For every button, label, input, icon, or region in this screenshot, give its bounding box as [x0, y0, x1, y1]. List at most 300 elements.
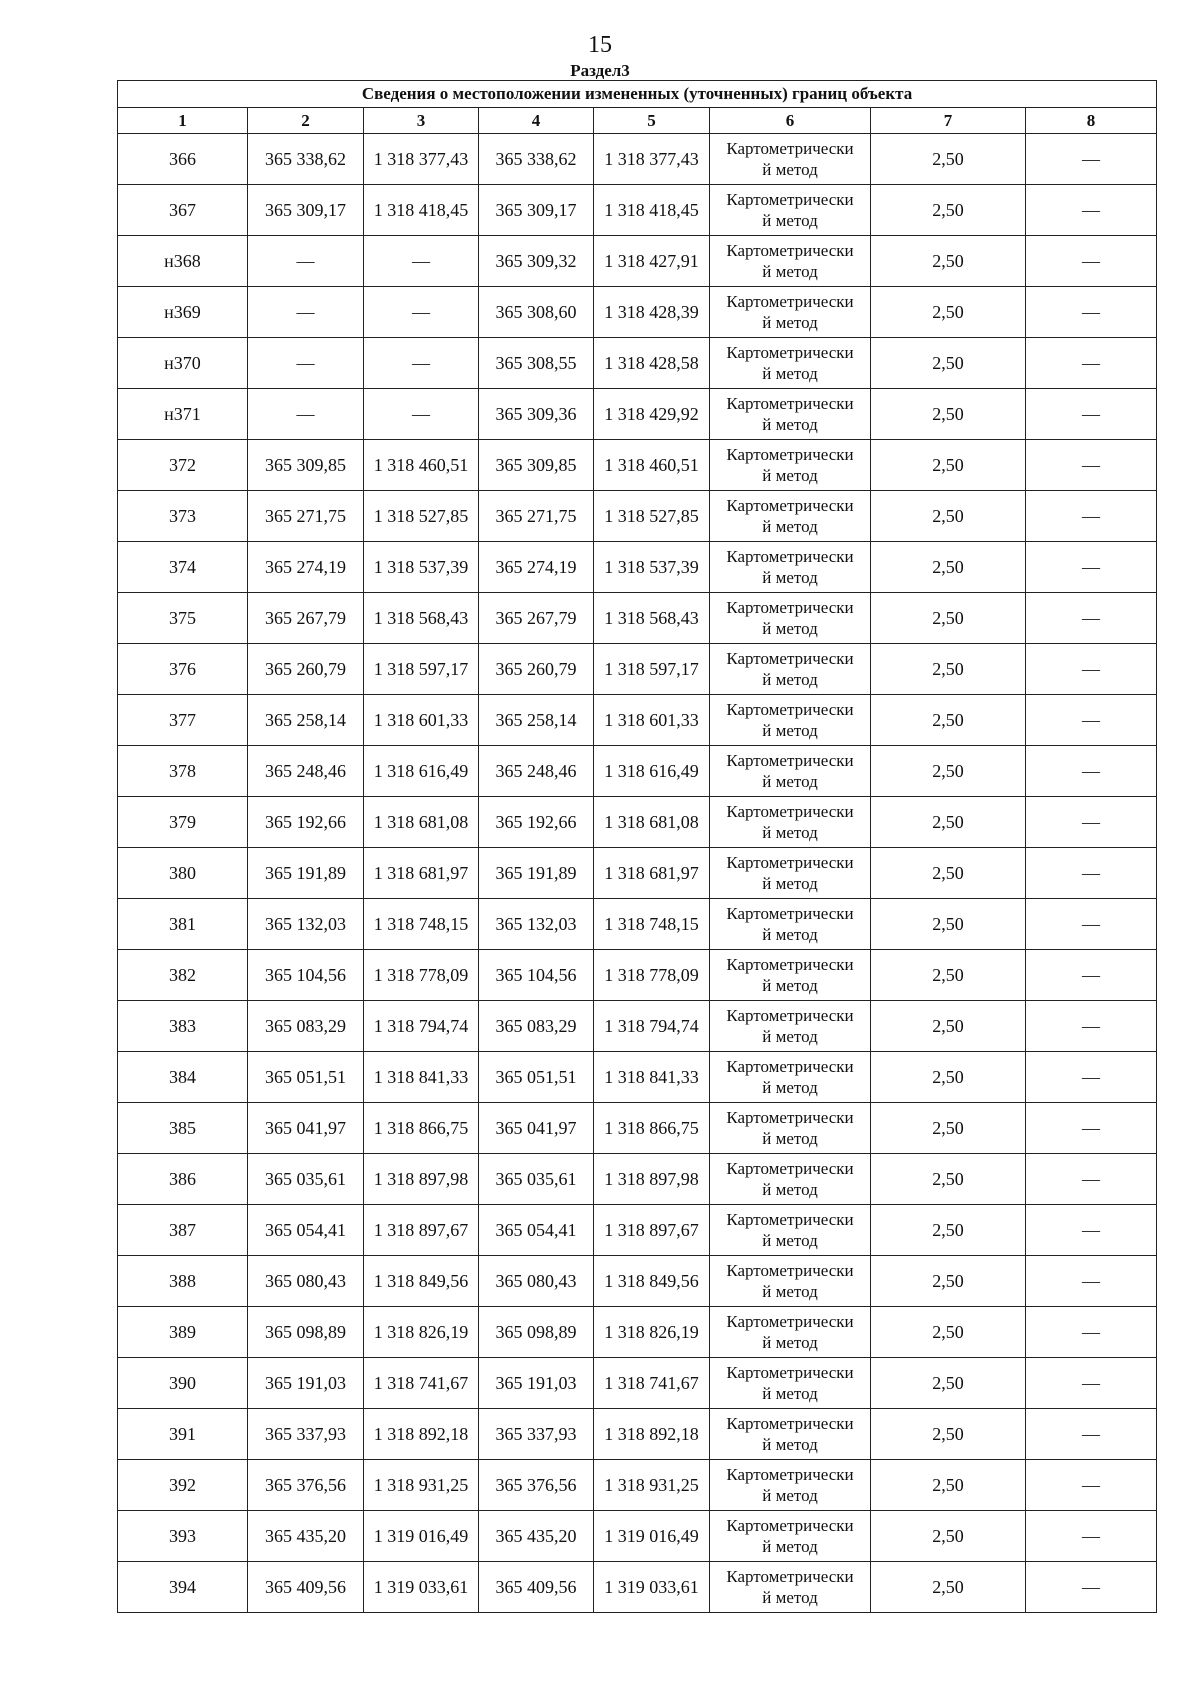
- old-y-cell: 1 318 892,18: [364, 1409, 479, 1460]
- new-y-cell: 1 318 931,25: [594, 1460, 710, 1511]
- point-number-cell: н371: [118, 389, 248, 440]
- old-x-cell: 365 192,66: [248, 797, 364, 848]
- method-line-1: Картометрически: [726, 394, 854, 413]
- method-line-2: й метод: [762, 1180, 818, 1199]
- method-line-1: Картометрически: [726, 649, 854, 668]
- method-line-2: й метод: [762, 568, 818, 587]
- new-y-cell: 1 318 897,67: [594, 1205, 710, 1256]
- accuracy-cell: 2,50: [871, 1205, 1026, 1256]
- method-cell: [710, 1307, 871, 1358]
- point-number-cell: 391: [118, 1409, 248, 1460]
- description-cell: —: [1026, 1001, 1157, 1052]
- new-y-cell: 1 318 681,08: [594, 797, 710, 848]
- old-x-cell: 365 338,62: [248, 134, 364, 185]
- point-number-cell: 389: [118, 1307, 248, 1358]
- old-y-cell: 1 318 794,74: [364, 1001, 479, 1052]
- new-y-cell: 1 318 826,19: [594, 1307, 710, 1358]
- old-y-cell: —: [364, 287, 479, 338]
- page-number: 15: [588, 32, 612, 58]
- old-y-cell: 1 318 778,09: [364, 950, 479, 1001]
- old-y-cell: 1 319 033,61: [364, 1562, 479, 1613]
- table-row: [118, 1307, 1157, 1358]
- point-number-cell: 379: [118, 797, 248, 848]
- table-row: [118, 1154, 1157, 1205]
- new-y-cell: 1 318 377,43: [594, 134, 710, 185]
- method-line-2: й метод: [762, 1282, 818, 1301]
- table-row: [118, 389, 1157, 440]
- new-x-cell: 365 309,32: [479, 236, 594, 287]
- method-line-2: й метод: [762, 1537, 818, 1556]
- old-x-cell: 365 337,93: [248, 1409, 364, 1460]
- old-x-cell: —: [248, 389, 364, 440]
- old-x-cell: 365 271,75: [248, 491, 364, 542]
- method-line-2: й метод: [762, 1486, 818, 1505]
- method-line-1: Картометрически: [726, 700, 854, 719]
- accuracy-cell: 2,50: [871, 644, 1026, 695]
- method-line-2: й метод: [762, 1231, 818, 1250]
- method-line-1: Картометрически: [726, 1057, 854, 1076]
- point-number-cell: 378: [118, 746, 248, 797]
- description-cell: —: [1026, 542, 1157, 593]
- new-x-cell: 365 376,56: [479, 1460, 594, 1511]
- accuracy-cell: 2,50: [871, 1358, 1026, 1409]
- old-x-cell: 365 267,79: [248, 593, 364, 644]
- method-cell: [710, 797, 871, 848]
- accuracy-cell: 2,50: [871, 848, 1026, 899]
- table-body: [118, 134, 1157, 1613]
- method-cell: [710, 491, 871, 542]
- old-y-cell: 1 318 616,49: [364, 746, 479, 797]
- description-cell: —: [1026, 593, 1157, 644]
- old-x-cell: 365 054,41: [248, 1205, 364, 1256]
- accuracy-cell: 2,50: [871, 1562, 1026, 1613]
- coordinates-table: [117, 80, 1157, 1613]
- new-x-cell: 365 274,19: [479, 542, 594, 593]
- point-number-cell: 393: [118, 1511, 248, 1562]
- method-line-2: й метод: [762, 823, 818, 842]
- method-line-2: й метод: [762, 466, 818, 485]
- point-number-cell: 387: [118, 1205, 248, 1256]
- description-cell: —: [1026, 644, 1157, 695]
- description-cell: —: [1026, 1562, 1157, 1613]
- point-number-cell: 380: [118, 848, 248, 899]
- method-line-1: Картометрически: [726, 1414, 854, 1433]
- old-x-cell: 365 191,89: [248, 848, 364, 899]
- description-cell: —: [1026, 1256, 1157, 1307]
- description-cell: —: [1026, 797, 1157, 848]
- method-cell: [710, 1511, 871, 1562]
- point-number-cell: 373: [118, 491, 248, 542]
- method-line-1: Картометрически: [726, 445, 854, 464]
- method-line-1: Картометрически: [726, 1465, 854, 1484]
- method-cell: [710, 899, 871, 950]
- method-cell: [710, 848, 871, 899]
- table-row: [118, 797, 1157, 848]
- new-x-cell: 365 054,41: [479, 1205, 594, 1256]
- method-line-1: Картометрически: [726, 1567, 854, 1586]
- description-cell: —: [1026, 1052, 1157, 1103]
- new-x-cell: 365 309,36: [479, 389, 594, 440]
- description-cell: —: [1026, 389, 1157, 440]
- old-y-cell: 1 318 527,85: [364, 491, 479, 542]
- description-cell: —: [1026, 440, 1157, 491]
- new-x-cell: 365 191,03: [479, 1358, 594, 1409]
- table-row: [118, 236, 1157, 287]
- method-cell: [710, 1409, 871, 1460]
- new-x-cell: 365 308,60: [479, 287, 594, 338]
- new-x-cell: 365 338,62: [479, 134, 594, 185]
- table-row: [118, 1460, 1157, 1511]
- table-row: [118, 1511, 1157, 1562]
- table-row: [118, 695, 1157, 746]
- new-y-cell: 1 318 428,58: [594, 338, 710, 389]
- accuracy-cell: 2,50: [871, 491, 1026, 542]
- method-line-1: Картометрически: [726, 547, 854, 566]
- method-line-1: Картометрически: [726, 1159, 854, 1178]
- old-x-cell: —: [248, 287, 364, 338]
- method-line-2: й метод: [762, 1129, 818, 1148]
- new-y-cell: 1 318 794,74: [594, 1001, 710, 1052]
- point-number-cell: 392: [118, 1460, 248, 1511]
- method-cell: [710, 1562, 871, 1613]
- new-x-cell: 365 435,20: [479, 1511, 594, 1562]
- description-cell: —: [1026, 899, 1157, 950]
- method-cell: [710, 695, 871, 746]
- description-cell: —: [1026, 695, 1157, 746]
- method-line-1: Картометрически: [726, 904, 854, 923]
- new-y-cell: 1 318 741,67: [594, 1358, 710, 1409]
- point-number-cell: 385: [118, 1103, 248, 1154]
- new-x-cell: 365 132,03: [479, 899, 594, 950]
- point-number-cell: 390: [118, 1358, 248, 1409]
- old-x-cell: —: [248, 236, 364, 287]
- method-cell: [710, 1052, 871, 1103]
- method-line-2: й метод: [762, 415, 818, 434]
- method-line-2: й метод: [762, 313, 818, 332]
- description-cell: —: [1026, 1358, 1157, 1409]
- method-cell: [710, 389, 871, 440]
- accuracy-cell: 2,50: [871, 746, 1026, 797]
- column-number: 4: [479, 108, 594, 134]
- accuracy-cell: 2,50: [871, 1511, 1026, 1562]
- new-y-cell: 1 318 849,56: [594, 1256, 710, 1307]
- method-line-2: й метод: [762, 364, 818, 383]
- method-line-1: Картометрически: [726, 853, 854, 872]
- method-line-2: й метод: [762, 1078, 818, 1097]
- description-cell: —: [1026, 1205, 1157, 1256]
- old-y-cell: —: [364, 338, 479, 389]
- point-number-cell: 366: [118, 134, 248, 185]
- table-row: [118, 1103, 1157, 1154]
- method-cell: [710, 236, 871, 287]
- method-line-2: й метод: [762, 976, 818, 995]
- new-y-cell: 1 318 841,33: [594, 1052, 710, 1103]
- old-x-cell: 365 191,03: [248, 1358, 364, 1409]
- column-number: 5: [594, 108, 710, 134]
- new-y-cell: 1 318 568,43: [594, 593, 710, 644]
- method-cell: [710, 1001, 871, 1052]
- description-cell: —: [1026, 134, 1157, 185]
- new-y-cell: 1 318 428,39: [594, 287, 710, 338]
- method-line-2: й метод: [762, 1435, 818, 1454]
- old-y-cell: 1 318 601,33: [364, 695, 479, 746]
- section-title: Раздел3: [570, 61, 630, 80]
- method-line-2: й метод: [762, 262, 818, 281]
- table-row: [118, 593, 1157, 644]
- point-number-cell: 372: [118, 440, 248, 491]
- table-row: [118, 1409, 1157, 1460]
- new-x-cell: 365 080,43: [479, 1256, 594, 1307]
- method-line-1: Картометрически: [726, 1516, 854, 1535]
- table-row: [118, 1001, 1157, 1052]
- method-line-2: й метод: [762, 160, 818, 179]
- new-y-cell: 1 319 016,49: [594, 1511, 710, 1562]
- method-line-1: Картометрически: [726, 955, 854, 974]
- description-cell: —: [1026, 1460, 1157, 1511]
- new-y-cell: 1 318 429,92: [594, 389, 710, 440]
- table-row: [118, 848, 1157, 899]
- old-x-cell: 365 409,56: [248, 1562, 364, 1613]
- description-cell: —: [1026, 338, 1157, 389]
- method-line-1: Картометрически: [726, 1210, 854, 1229]
- method-cell: [710, 1154, 871, 1205]
- table-row: [118, 491, 1157, 542]
- method-line-1: Картометрически: [726, 1261, 854, 1280]
- description-cell: —: [1026, 236, 1157, 287]
- accuracy-cell: 2,50: [871, 695, 1026, 746]
- method-line-2: й метод: [762, 1027, 818, 1046]
- old-y-cell: 1 318 681,08: [364, 797, 479, 848]
- old-y-cell: 1 318 897,98: [364, 1154, 479, 1205]
- method-line-2: й метод: [762, 670, 818, 689]
- table-row: [118, 134, 1157, 185]
- old-x-cell: 365 376,56: [248, 1460, 364, 1511]
- accuracy-cell: 2,50: [871, 338, 1026, 389]
- old-y-cell: 1 318 931,25: [364, 1460, 479, 1511]
- old-x-cell: 365 051,51: [248, 1052, 364, 1103]
- method-cell: [710, 1460, 871, 1511]
- old-x-cell: 365 309,85: [248, 440, 364, 491]
- old-y-cell: 1 318 826,19: [364, 1307, 479, 1358]
- new-y-cell: 1 318 601,33: [594, 695, 710, 746]
- table-row: [118, 542, 1157, 593]
- column-number: 7: [871, 108, 1026, 134]
- old-y-cell: 1 318 597,17: [364, 644, 479, 695]
- new-x-cell: 365 309,85: [479, 440, 594, 491]
- table-row: [118, 338, 1157, 389]
- new-y-cell: 1 318 866,75: [594, 1103, 710, 1154]
- old-x-cell: 365 041,97: [248, 1103, 364, 1154]
- point-number-cell: 375: [118, 593, 248, 644]
- accuracy-cell: 2,50: [871, 797, 1026, 848]
- point-number-cell: 384: [118, 1052, 248, 1103]
- accuracy-cell: 2,50: [871, 236, 1026, 287]
- accuracy-cell: 2,50: [871, 1460, 1026, 1511]
- method-cell: [710, 950, 871, 1001]
- point-number-cell: 374: [118, 542, 248, 593]
- table-row: [118, 1256, 1157, 1307]
- method-line-2: й метод: [762, 517, 818, 536]
- new-y-cell: 1 318 537,39: [594, 542, 710, 593]
- old-y-cell: 1 318 568,43: [364, 593, 479, 644]
- method-cell: [710, 746, 871, 797]
- old-y-cell: 1 318 537,39: [364, 542, 479, 593]
- accuracy-cell: 2,50: [871, 1154, 1026, 1205]
- description-cell: —: [1026, 287, 1157, 338]
- method-line-1: Картометрически: [726, 751, 854, 770]
- method-line-2: й метод: [762, 925, 818, 944]
- method-line-2: й метод: [762, 874, 818, 893]
- accuracy-cell: 2,50: [871, 389, 1026, 440]
- table-row: [118, 1562, 1157, 1613]
- old-x-cell: 365 098,89: [248, 1307, 364, 1358]
- point-number-cell: 382: [118, 950, 248, 1001]
- method-line-1: Картометрически: [726, 343, 854, 362]
- new-y-cell: 1 318 527,85: [594, 491, 710, 542]
- method-cell: [710, 644, 871, 695]
- accuracy-cell: 2,50: [871, 134, 1026, 185]
- point-number-cell: 394: [118, 1562, 248, 1613]
- new-y-cell: 1 318 460,51: [594, 440, 710, 491]
- table-row: [118, 644, 1157, 695]
- point-number-cell: 388: [118, 1256, 248, 1307]
- point-number-cell: 381: [118, 899, 248, 950]
- accuracy-cell: 2,50: [871, 1001, 1026, 1052]
- old-x-cell: 365 104,56: [248, 950, 364, 1001]
- new-y-cell: 1 318 892,18: [594, 1409, 710, 1460]
- point-number-cell: 386: [118, 1154, 248, 1205]
- new-x-cell: 365 041,97: [479, 1103, 594, 1154]
- method-cell: [710, 134, 871, 185]
- new-x-cell: 365 051,51: [479, 1052, 594, 1103]
- table-row: [118, 746, 1157, 797]
- description-cell: —: [1026, 491, 1157, 542]
- old-y-cell: 1 318 460,51: [364, 440, 479, 491]
- old-x-cell: 365 260,79: [248, 644, 364, 695]
- description-cell: —: [1026, 1409, 1157, 1460]
- accuracy-cell: 2,50: [871, 1103, 1026, 1154]
- method-line-2: й метод: [762, 619, 818, 638]
- description-cell: —: [1026, 1103, 1157, 1154]
- description-cell: —: [1026, 950, 1157, 1001]
- point-number-cell: 377: [118, 695, 248, 746]
- new-y-cell: 1 318 778,09: [594, 950, 710, 1001]
- column-number: 6: [710, 108, 871, 134]
- old-y-cell: —: [364, 389, 479, 440]
- point-number-cell: 383: [118, 1001, 248, 1052]
- new-y-cell: 1 318 418,45: [594, 185, 710, 236]
- accuracy-cell: 2,50: [871, 1307, 1026, 1358]
- old-y-cell: 1 318 418,45: [364, 185, 479, 236]
- new-y-cell: 1 318 616,49: [594, 746, 710, 797]
- new-x-cell: 365 267,79: [479, 593, 594, 644]
- old-y-cell: 1 318 849,56: [364, 1256, 479, 1307]
- old-y-cell: 1 318 681,97: [364, 848, 479, 899]
- new-x-cell: 365 192,66: [479, 797, 594, 848]
- new-x-cell: 365 098,89: [479, 1307, 594, 1358]
- old-y-cell: 1 318 748,15: [364, 899, 479, 950]
- accuracy-cell: 2,50: [871, 899, 1026, 950]
- table-title: Сведения о местоположении измененных (уточненных) границ объекта: [118, 81, 1157, 108]
- old-x-cell: 365 132,03: [248, 899, 364, 950]
- table-row: [118, 950, 1157, 1001]
- method-line-1: Картометрически: [726, 190, 854, 209]
- method-cell: [710, 440, 871, 491]
- new-y-cell: 1 318 427,91: [594, 236, 710, 287]
- method-line-2: й метод: [762, 1588, 818, 1607]
- description-cell: —: [1026, 1307, 1157, 1358]
- old-x-cell: —: [248, 338, 364, 389]
- column-number: 2: [248, 108, 364, 134]
- old-y-cell: 1 318 866,75: [364, 1103, 479, 1154]
- new-x-cell: 365 409,56: [479, 1562, 594, 1613]
- new-x-cell: 365 271,75: [479, 491, 594, 542]
- method-line-1: Картометрически: [726, 1006, 854, 1025]
- old-y-cell: 1 319 016,49: [364, 1511, 479, 1562]
- method-cell: [710, 593, 871, 644]
- new-y-cell: 1 318 897,98: [594, 1154, 710, 1205]
- table-row: [118, 440, 1157, 491]
- method-line-1: Картометрически: [726, 241, 854, 260]
- table-row: [118, 899, 1157, 950]
- accuracy-cell: 2,50: [871, 440, 1026, 491]
- new-x-cell: 365 260,79: [479, 644, 594, 695]
- description-cell: —: [1026, 746, 1157, 797]
- column-number-row: [118, 108, 1157, 134]
- old-y-cell: —: [364, 236, 479, 287]
- old-y-cell: 1 318 841,33: [364, 1052, 479, 1103]
- method-line-1: Картометрически: [726, 139, 854, 158]
- method-cell: [710, 185, 871, 236]
- method-line-1: Картометрически: [726, 1108, 854, 1127]
- new-x-cell: 365 035,61: [479, 1154, 594, 1205]
- method-line-2: й метод: [762, 1333, 818, 1352]
- description-cell: —: [1026, 848, 1157, 899]
- table-row: [118, 1358, 1157, 1409]
- point-number-cell: 376: [118, 644, 248, 695]
- old-x-cell: 365 248,46: [248, 746, 364, 797]
- old-x-cell: 365 080,43: [248, 1256, 364, 1307]
- table-row: [118, 1052, 1157, 1103]
- method-line-1: Картометрически: [726, 292, 854, 311]
- method-line-1: Картометрически: [726, 802, 854, 821]
- old-x-cell: 365 274,19: [248, 542, 364, 593]
- new-x-cell: 365 258,14: [479, 695, 594, 746]
- old-y-cell: 1 318 897,67: [364, 1205, 479, 1256]
- accuracy-cell: 2,50: [871, 1409, 1026, 1460]
- table-row: [118, 287, 1157, 338]
- method-cell: [710, 338, 871, 389]
- method-cell: [710, 1205, 871, 1256]
- point-number-cell: н370: [118, 338, 248, 389]
- accuracy-cell: 2,50: [871, 185, 1026, 236]
- old-x-cell: 365 258,14: [248, 695, 364, 746]
- method-cell: [710, 1103, 871, 1154]
- new-x-cell: 365 083,29: [479, 1001, 594, 1052]
- new-y-cell: 1 319 033,61: [594, 1562, 710, 1613]
- accuracy-cell: 2,50: [871, 950, 1026, 1001]
- new-x-cell: 365 308,55: [479, 338, 594, 389]
- table-caption-row: [118, 81, 1157, 108]
- old-x-cell: 365 035,61: [248, 1154, 364, 1205]
- point-number-cell: н368: [118, 236, 248, 287]
- accuracy-cell: 2,50: [871, 593, 1026, 644]
- description-cell: —: [1026, 1511, 1157, 1562]
- method-cell: [710, 1358, 871, 1409]
- description-cell: —: [1026, 185, 1157, 236]
- new-x-cell: 365 104,56: [479, 950, 594, 1001]
- old-x-cell: 365 083,29: [248, 1001, 364, 1052]
